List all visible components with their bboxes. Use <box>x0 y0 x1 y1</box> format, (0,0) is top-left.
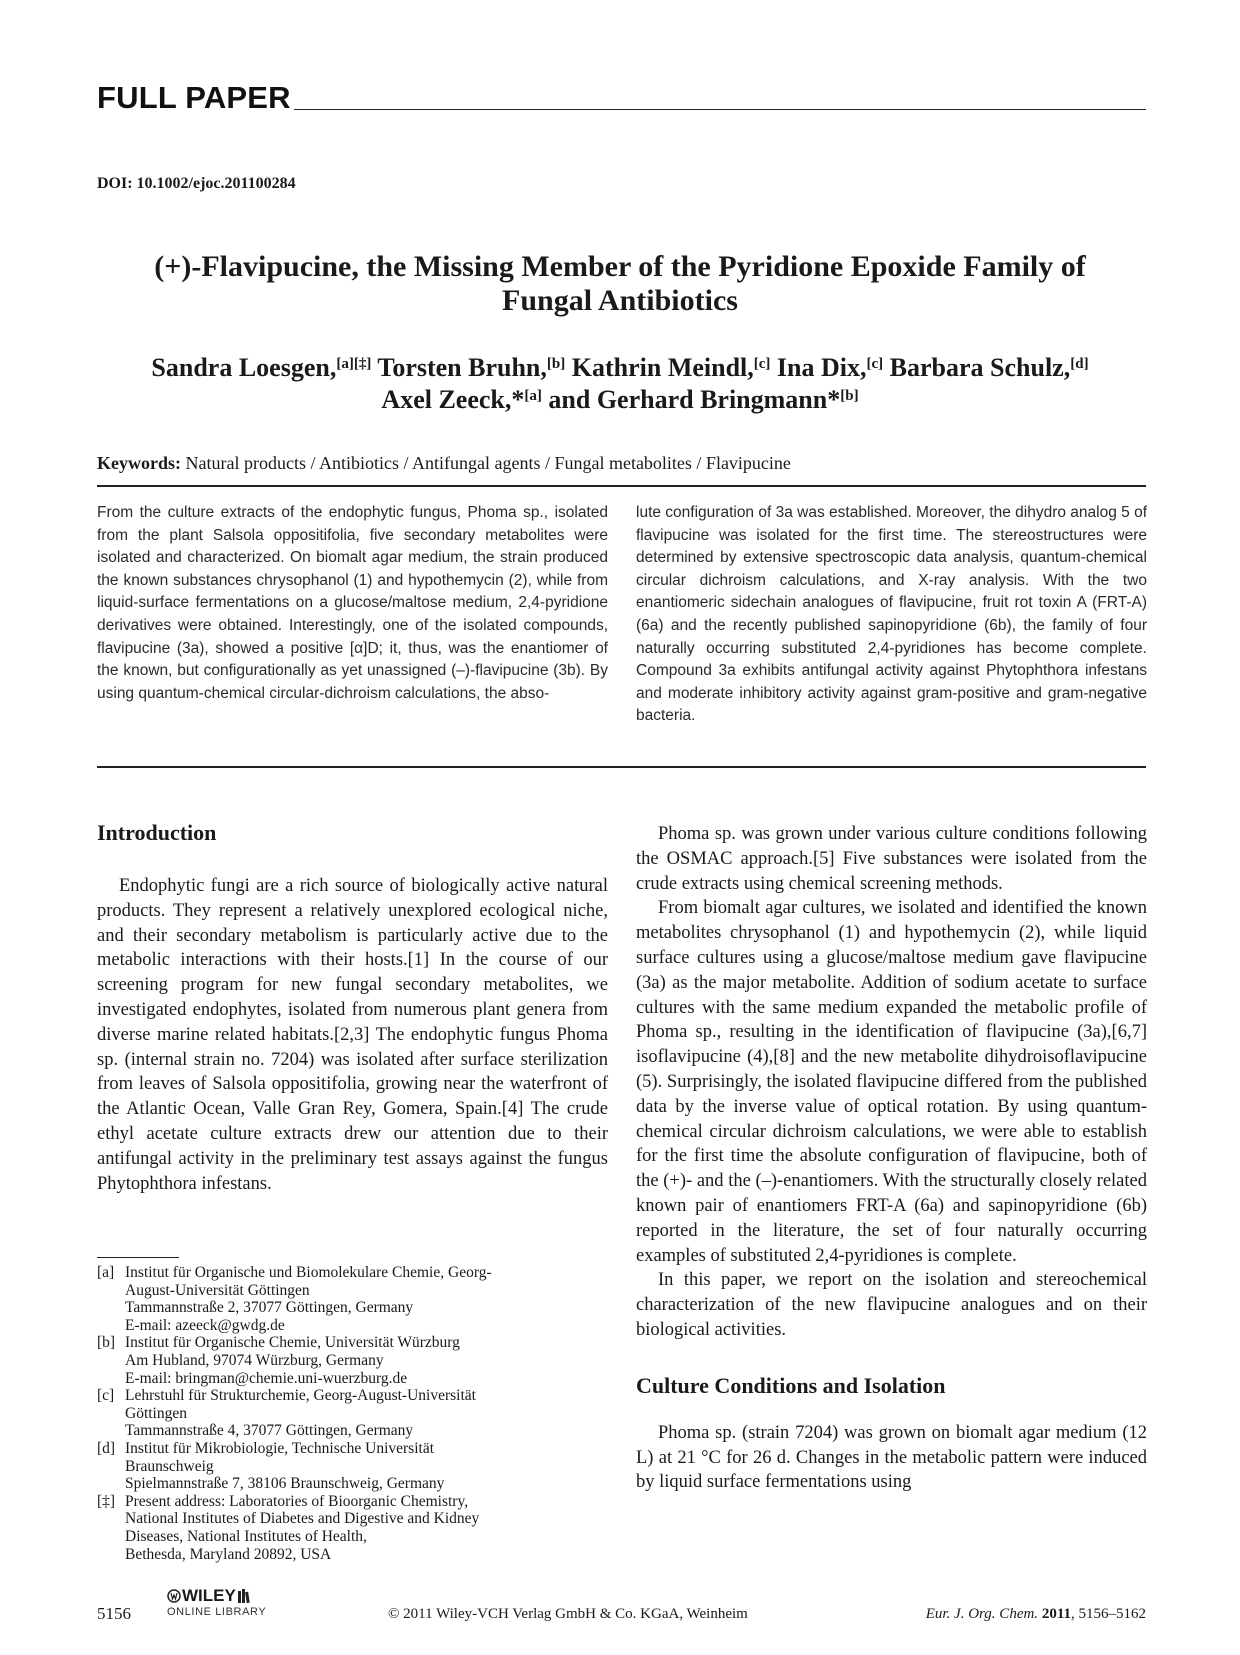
footnote-email[interactable]: E-mail: azeeck@gwdg.de <box>125 1316 285 1334</box>
author-name: Axel Zeeck,* <box>381 385 525 414</box>
footnote-item <box>97 1334 608 1387</box>
footnote-body <box>125 1493 608 1563</box>
footnote-body <box>125 1387 608 1440</box>
author-affiliation: [d] <box>1070 356 1089 372</box>
doi[interactable]: DOI: 10.1002/ejoc.201100284 <box>97 175 296 192</box>
journal-name: Eur. J. Org. Chem. <box>925 1606 1039 1622</box>
footnote-tag: [b] <box>97 1334 116 1352</box>
body-right-column <box>636 822 1147 1495</box>
footnote-line: Braunschweig <box>125 1457 214 1475</box>
journal-year: 2011 <box>1041 1606 1071 1622</box>
author-name: Barbara Schulz, <box>889 353 1071 382</box>
logo-wordmark: WILEY <box>182 1586 236 1605</box>
author-conjunction: and <box>548 385 591 414</box>
abstract-text-right: lute configuration of 3a was established. Moreover, the dihydro analog 5 of flavipucine was isolated for the first time. The stereostructures were determined by extensive spectroscopic data analysis, quantum-chemical circular dichroism calculations, and X-ray analysis. With the two enantiomeric sidechain analogues of flavipucine, fruit rot toxin A (FRT-A) (6a) and the recently published sapinopyridione (6b), the family of four naturally occurring substituted 2,4-pyridiones has become complete. Compound 3a exhibits antifungal activity against Phytophthora infestans and moderate inhibitory activity against gram-positive and gram-negative bacteria. <box>636 504 1147 725</box>
body-paragraph: In this paper, we report on the isolation and stereochemical characterization of the new flavipucine analogues and on their biological activities. <box>636 1270 1147 1340</box>
affiliation-footnotes <box>97 1264 608 1563</box>
footnote-line: Am Hubland, 97074 Würzburg, Germany <box>125 1351 384 1369</box>
book-stack-icon <box>237 1588 253 1604</box>
footnote-tag: [d] <box>97 1439 116 1457</box>
body-paragraph: Phoma sp. was grown under various culture conditions following the OSMAC approach.[5] Five substances were isolated from the crude extracts using chemical screening methods. <box>636 824 1147 894</box>
author-affiliation: [b] <box>546 356 566 372</box>
footnote-rule <box>97 1257 179 1258</box>
footnote-line: Göttingen <box>125 1404 187 1422</box>
body-paragraph: From biomalt agar cultures, we isolated and identified the known metabolites chrysophanol (1) and hypothemycin (2), while liquid surface cultures using a glucose/maltose medium gave flavipucine (3a) as the major metabolite. Addition of sodium acetate to surface cultures with the same medium expanded the metabolic profile of Phoma sp., resulting in the identification of flavipucine (3a),[6,7] isoflavipucine (4),[8] and the new metabolite dihydroisoflavipucine (5). Surprisingly, the isolated flavipucine differed from the published data by the inverse value of optical rotation. By using quantum-chemical circular dichroism calculations, we were able to establish for the first time the absolute configuration of flavipucine, both of the (+)- and the (–)-enantiomers. With the structurally closely related known pair of enantiomers FRT-A (6a) and sapinopyridione (6b) reported in the literature, the set of four naturally occurring examples of substituted 2,4-pyridiones is complete. <box>636 898 1147 1266</box>
paper-title: (+)-Flavipucine, the Missing Member of the Pyridione Epoxide Family of Fungal Antibiotics <box>154 250 1086 317</box>
author-name: Kathrin Meindl, <box>571 353 754 382</box>
abstract-bottom-rule <box>97 766 1146 768</box>
footnote-line: Institut für Organische und Biomolekulare Chemie, Georg- <box>125 1264 492 1281</box>
footnote-email[interactable]: E-mail: bringman@chemie.uni-wuerzburg.de <box>125 1369 408 1387</box>
footnote-line: Bethesda, Maryland 20892, USA <box>125 1545 332 1563</box>
author-affiliation: [a] <box>524 388 542 404</box>
section-heading-introduction: Introduction <box>97 820 217 845</box>
footnote-item <box>97 1264 608 1334</box>
footnote-body <box>125 1334 608 1387</box>
header-rule <box>294 109 1146 110</box>
copyright-notice: © 2011 Wiley-VCH Verlag GmbH & Co. KGaA, Weinheim <box>388 1606 748 1622</box>
keywords <box>97 453 791 474</box>
footnote-line: Institut für Mikrobiologie, Technische Universität <box>125 1439 435 1457</box>
footnote-body <box>125 1264 608 1334</box>
footnote-item <box>97 1387 608 1440</box>
author-name: Gerhard Bringmann* <box>596 385 841 414</box>
footnote-item <box>97 1493 608 1563</box>
author-name: Sandra Loesgen, <box>151 353 337 382</box>
footnote-tag: [‡] <box>97 1492 116 1510</box>
journal-citation <box>880 1606 1146 1623</box>
footnote-line: Present address: Laboratories of Bioorganic Chemistry, <box>125 1492 469 1510</box>
footnote-line: Spielmannstraße 7, 38106 Braunschweig, Germany <box>125 1475 445 1493</box>
page-number: 5156 <box>97 1604 131 1623</box>
author-name: Ina Dix, <box>776 353 867 382</box>
body-paragraph: Phoma sp. (strain 7204) was grown on biomalt agar medium (12 L) at 21 °C for 26 d. Changes in the metabolic pattern were induced by liquid surface fermentations using <box>636 1422 1147 1493</box>
author-name: Torsten Bruhn, <box>377 353 547 382</box>
logo-subtitle: ONLINE LIBRARY <box>167 1606 267 1618</box>
author-affiliation: [b] <box>840 388 859 404</box>
journal-pages: , 5156–5162 <box>1071 1606 1146 1622</box>
keywords-label: Keywords: <box>97 453 181 473</box>
footnote-line: Lehrstuhl für Strukturchemie, Georg-August-Universität <box>125 1387 476 1405</box>
author-affiliation: [c] <box>866 356 884 372</box>
footnote-body <box>125 1440 608 1493</box>
footnote-line: Institut für Organische Chemie, Universität Würzburg <box>125 1334 460 1352</box>
footnote-item <box>97 1440 608 1493</box>
intro-paragraph: Endophytic fungi are a rich source of biologically active natural products. They represent a relatively unexplored ecological niche, and their secondary metabolism is particularly active due to the metabolic interactions with their hosts.[1] In the course of our screening program for new fungal secondary metabolites, we investigated endophytes, isolated from numerous plant genera from diverse marine related habitats.[2,3] The endophytic fungus Phoma sp. (internal strain no. 7204) was isolated after surface sterilization from leaves of Salsola oppositifolia, growing near the waterfront of the Atlantic Ocean, Valle Gran Rey, Gomera, Spain.[4] The crude ethyl acetate culture extracts drew our attention due to their antifungal activity in the preliminary test assays against the fungus Phytophthora infestans. <box>97 876 608 1194</box>
section-label: FULL PAPER <box>97 80 291 115</box>
keywords-text: Natural products / Antibiotics / Antifungal agents / Fungal metabolites / Flavipucine <box>185 453 791 473</box>
abstract-left-column <box>97 502 608 705</box>
section-heading-culture: Culture Conditions and Isolation <box>636 1372 946 1398</box>
abstract-top-rule <box>97 485 1146 487</box>
footnote-line: National Institutes of Diabetes and Digestive and Kidney <box>125 1510 480 1528</box>
footnote-tag: [a] <box>97 1264 115 1281</box>
body-left-column <box>97 818 608 1196</box>
author-affiliation: [a][‡] <box>336 356 372 372</box>
footnote-line: Tammannstraße 2, 37077 Göttingen, Germany <box>125 1299 414 1317</box>
footnote-line: August-Universität Göttingen <box>125 1281 310 1299</box>
wiley-mark-icon <box>167 1588 181 1604</box>
footnote-line: Diseases, National Institutes of Health, <box>125 1527 367 1545</box>
abstract-right-column <box>636 502 1147 728</box>
abstract-text-left: From the culture extracts of the endophytic fungus, Phoma sp., isolated from the plant Salsola oppositifolia, five secondary metabolites were isolated and characterized. On biomalt agar medium, the strain produced the known substances chrysophanol (1) and hypothemycin (2), while from liquid-surface fermentations on a glucose/maltose medium, 2,4-pyridione derivatives were obtained. Interestingly, one of the isolated compounds, flavipucine (3a), showed a positive [α]D; it, thus, was the enantiomer of the known, but configurationally as yet unassigned (–)-flavipucine (3b). By using quantum-chemical circular-dichroism calculations, the abso- <box>97 504 608 702</box>
wiley-online-library-logo[interactable] <box>167 1586 266 1618</box>
author-affiliation: [c] <box>753 356 771 372</box>
author-list <box>110 352 1130 416</box>
footnote-line: Tammannstraße 4, 37077 Göttingen, Germany <box>125 1422 414 1440</box>
footnote-tag: [c] <box>97 1387 115 1405</box>
